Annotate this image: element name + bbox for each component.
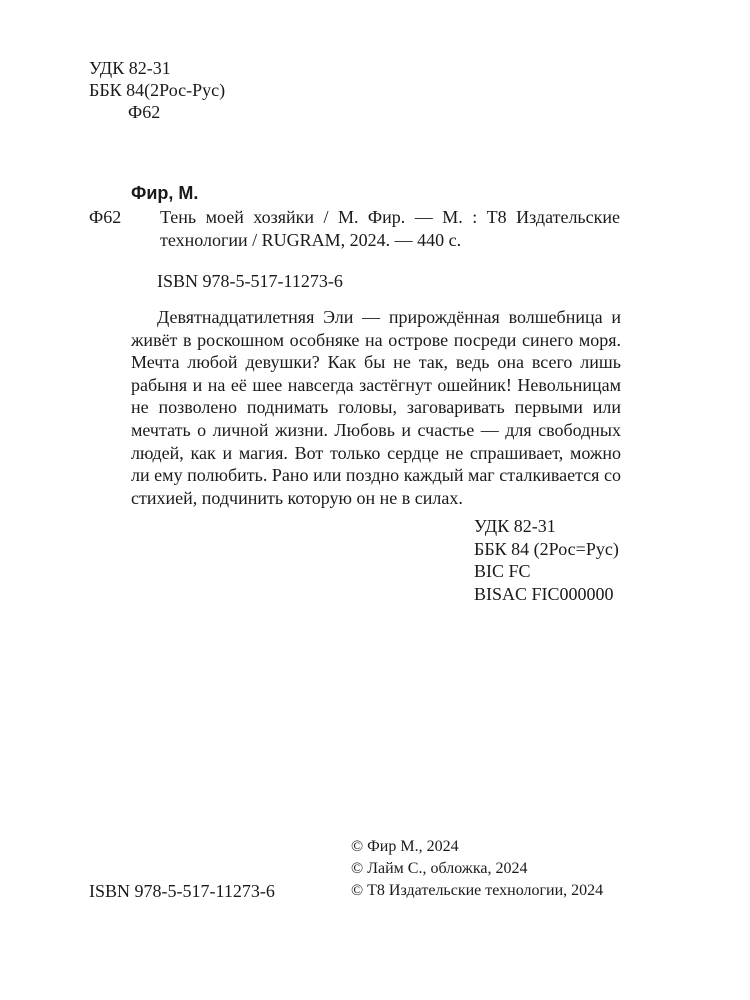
bbk-code: ББК 84(2Рос-Рус) [89,80,226,100]
copyright-line: © Лайм С., обложка, 2024 [351,860,528,877]
author-mark: Ф62 [128,102,161,122]
classification-bic: BIC FC [474,561,531,581]
copyright-block [351,836,603,902]
author-mark-side: Ф62 [89,207,122,227]
copyright-line: © Фир М., 2024 [351,838,459,855]
isbn-footer: ISBN 978-5-517-11273-6 [89,881,275,901]
classification-bbk: ББК 84 (2Рос=Рус) [474,538,619,559]
classification-udk: УДК 82-31 [474,516,556,536]
author-heading: Фир, М. [131,183,199,203]
isbn-record: ISBN 978-5-517-11273-6 [157,271,343,291]
udk-code: УДК 82-31 [89,58,171,78]
classification-bisac: BISAC FIC000000 [474,583,614,604]
bibliographic-description: Тень моей хозяйки / М. Фир. — М. : Т8 Издательские технологии / RUGRAM, 2024. — 440 с. [160,207,620,250]
annotation-text: Девятнадцатилетняя Эли — прирождённая волшебница и живёт в роскошном особняке на острове посреди синего моря. Мечта любой девушки? Как бы не так, ведь она всего лишь рабыня и на её шее навсегда застёгнут ошейник! Невольницам не позволено поднимать головы, заговаривать первыми или мечтать о личной жизни. Любовь и счастье — для свободных людей, как и магия. Вот только сердце не спрашивает, можно ли ему полюбить. Рано или поздно каждый маг сталкивается со стихией, подчинить которую он не в силах. [131,307,621,508]
copyright-line: © Т8 Издательские технологии, 2024 [351,882,604,899]
classification-block [474,515,619,605]
